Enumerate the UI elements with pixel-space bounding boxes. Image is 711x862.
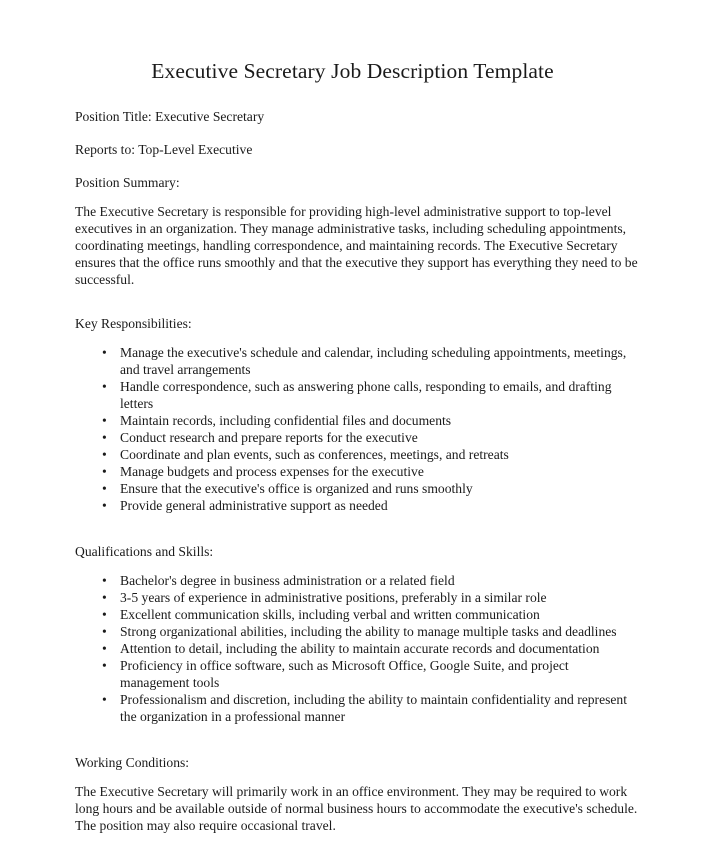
list-item-label: Provide general administrative support as needed [120, 498, 388, 513]
spacer [75, 738, 638, 754]
list-item [75, 463, 628, 480]
working-conditions-paragraph: The Executive Secretary will primarily work in an office environment. They may be required to work long hours and be available outside of normal business hours to accommodate the executive's schedule. The position may also require occasional travel. [75, 784, 638, 833]
list-item-label: Ensure that the executive's office is organized and runs smoothly [120, 481, 473, 496]
spacer [75, 527, 638, 543]
list-item-label: Coordinate and plan events, such as conferences, meetings, and retreats [120, 447, 509, 462]
list-item-label: Maintain records, including confidential files and documents [120, 413, 452, 428]
list-item-label: Bachelor's degree in business administration or a related field [120, 573, 455, 588]
bullet-icon: • [102, 658, 107, 673]
list-item [75, 344, 628, 378]
bullet-icon: • [102, 481, 107, 496]
list-item-label: Attention to detail, including the ability to maintain accurate records and documentation [120, 641, 600, 656]
bullet-icon: • [102, 447, 107, 462]
bullet-icon: • [102, 430, 107, 445]
list-item [75, 606, 628, 623]
list-item [75, 623, 628, 640]
qualifications-list [75, 572, 638, 725]
list-item-label: Excellent communication skills, including verbal and written communication [120, 607, 540, 622]
list-item [75, 497, 628, 514]
list-item-label: Strong organizational abilities, including the ability to manage multiple tasks and deadlines [120, 624, 617, 639]
reports-to-line: Reports to: Top-Level Executive [75, 142, 253, 157]
spacer [75, 304, 638, 315]
list-item [75, 480, 628, 497]
section-heading-key-responsibilities: Key Responsibilities: [75, 316, 192, 331]
bullet-icon: • [102, 464, 107, 479]
list-item [75, 640, 628, 657]
list-item-label: Proficiency in office software, such as Microsoft Office, Google Suite, and project management tools [120, 658, 569, 690]
list-item-label: Professionalism and discretion, including the ability to maintain confidentiality and represent the organization in a professional manner [120, 692, 628, 724]
list-item [75, 657, 628, 691]
bullet-icon: • [102, 413, 107, 428]
section-heading-position-summary: Position Summary: [75, 175, 180, 190]
position-summary-paragraph: The Executive Secretary is responsible for providing high-level administrative support to top-level executives in an organization. They manage administrative tasks, including scheduling appointments, coordinating meetings, handling correspondence, and maintaining records. The Executive Secretary ensures that the office runs smoothly and that the executive they support has everything they need to be successful. [75, 204, 638, 287]
bullet-icon: • [102, 641, 107, 656]
list-item-label: Manage budgets and process expenses for the executive [120, 464, 424, 479]
bullet-icon: • [102, 498, 107, 513]
bullet-icon: • [102, 607, 107, 622]
bullet-icon: • [102, 624, 107, 639]
key-responsibilities-list [75, 344, 638, 514]
list-item [75, 378, 628, 412]
list-item [75, 412, 628, 429]
bullet-icon: • [102, 590, 107, 605]
position-title-line: Position Title: Executive Secretary [75, 109, 265, 124]
list-item-label: Conduct research and prepare reports for the executive [120, 430, 418, 445]
list-item-label: 3-5 years of experience in administrative positions, preferably in a similar role [120, 590, 547, 605]
bullet-icon: • [102, 345, 107, 360]
list-item [75, 691, 628, 725]
page-title: Executive Secretary Job Description Template [151, 59, 554, 83]
list-item [75, 572, 628, 589]
list-item [75, 589, 628, 606]
list-item [75, 429, 628, 446]
list-item [75, 446, 628, 463]
list-item-label: Handle correspondence, such as answering phone calls, responding to emails, and drafting letters [120, 379, 612, 411]
section-heading-qualifications-and-skills: Qualifications and Skills: [75, 544, 214, 559]
bullet-icon: • [102, 692, 107, 707]
section-heading-working-conditions: Working Conditions: [75, 755, 190, 770]
bullet-icon: • [102, 379, 107, 394]
bullet-icon: • [102, 573, 107, 588]
list-item-label: Manage the executive's schedule and calendar, including scheduling appointments, meetings, and travel arrangements [120, 345, 627, 377]
